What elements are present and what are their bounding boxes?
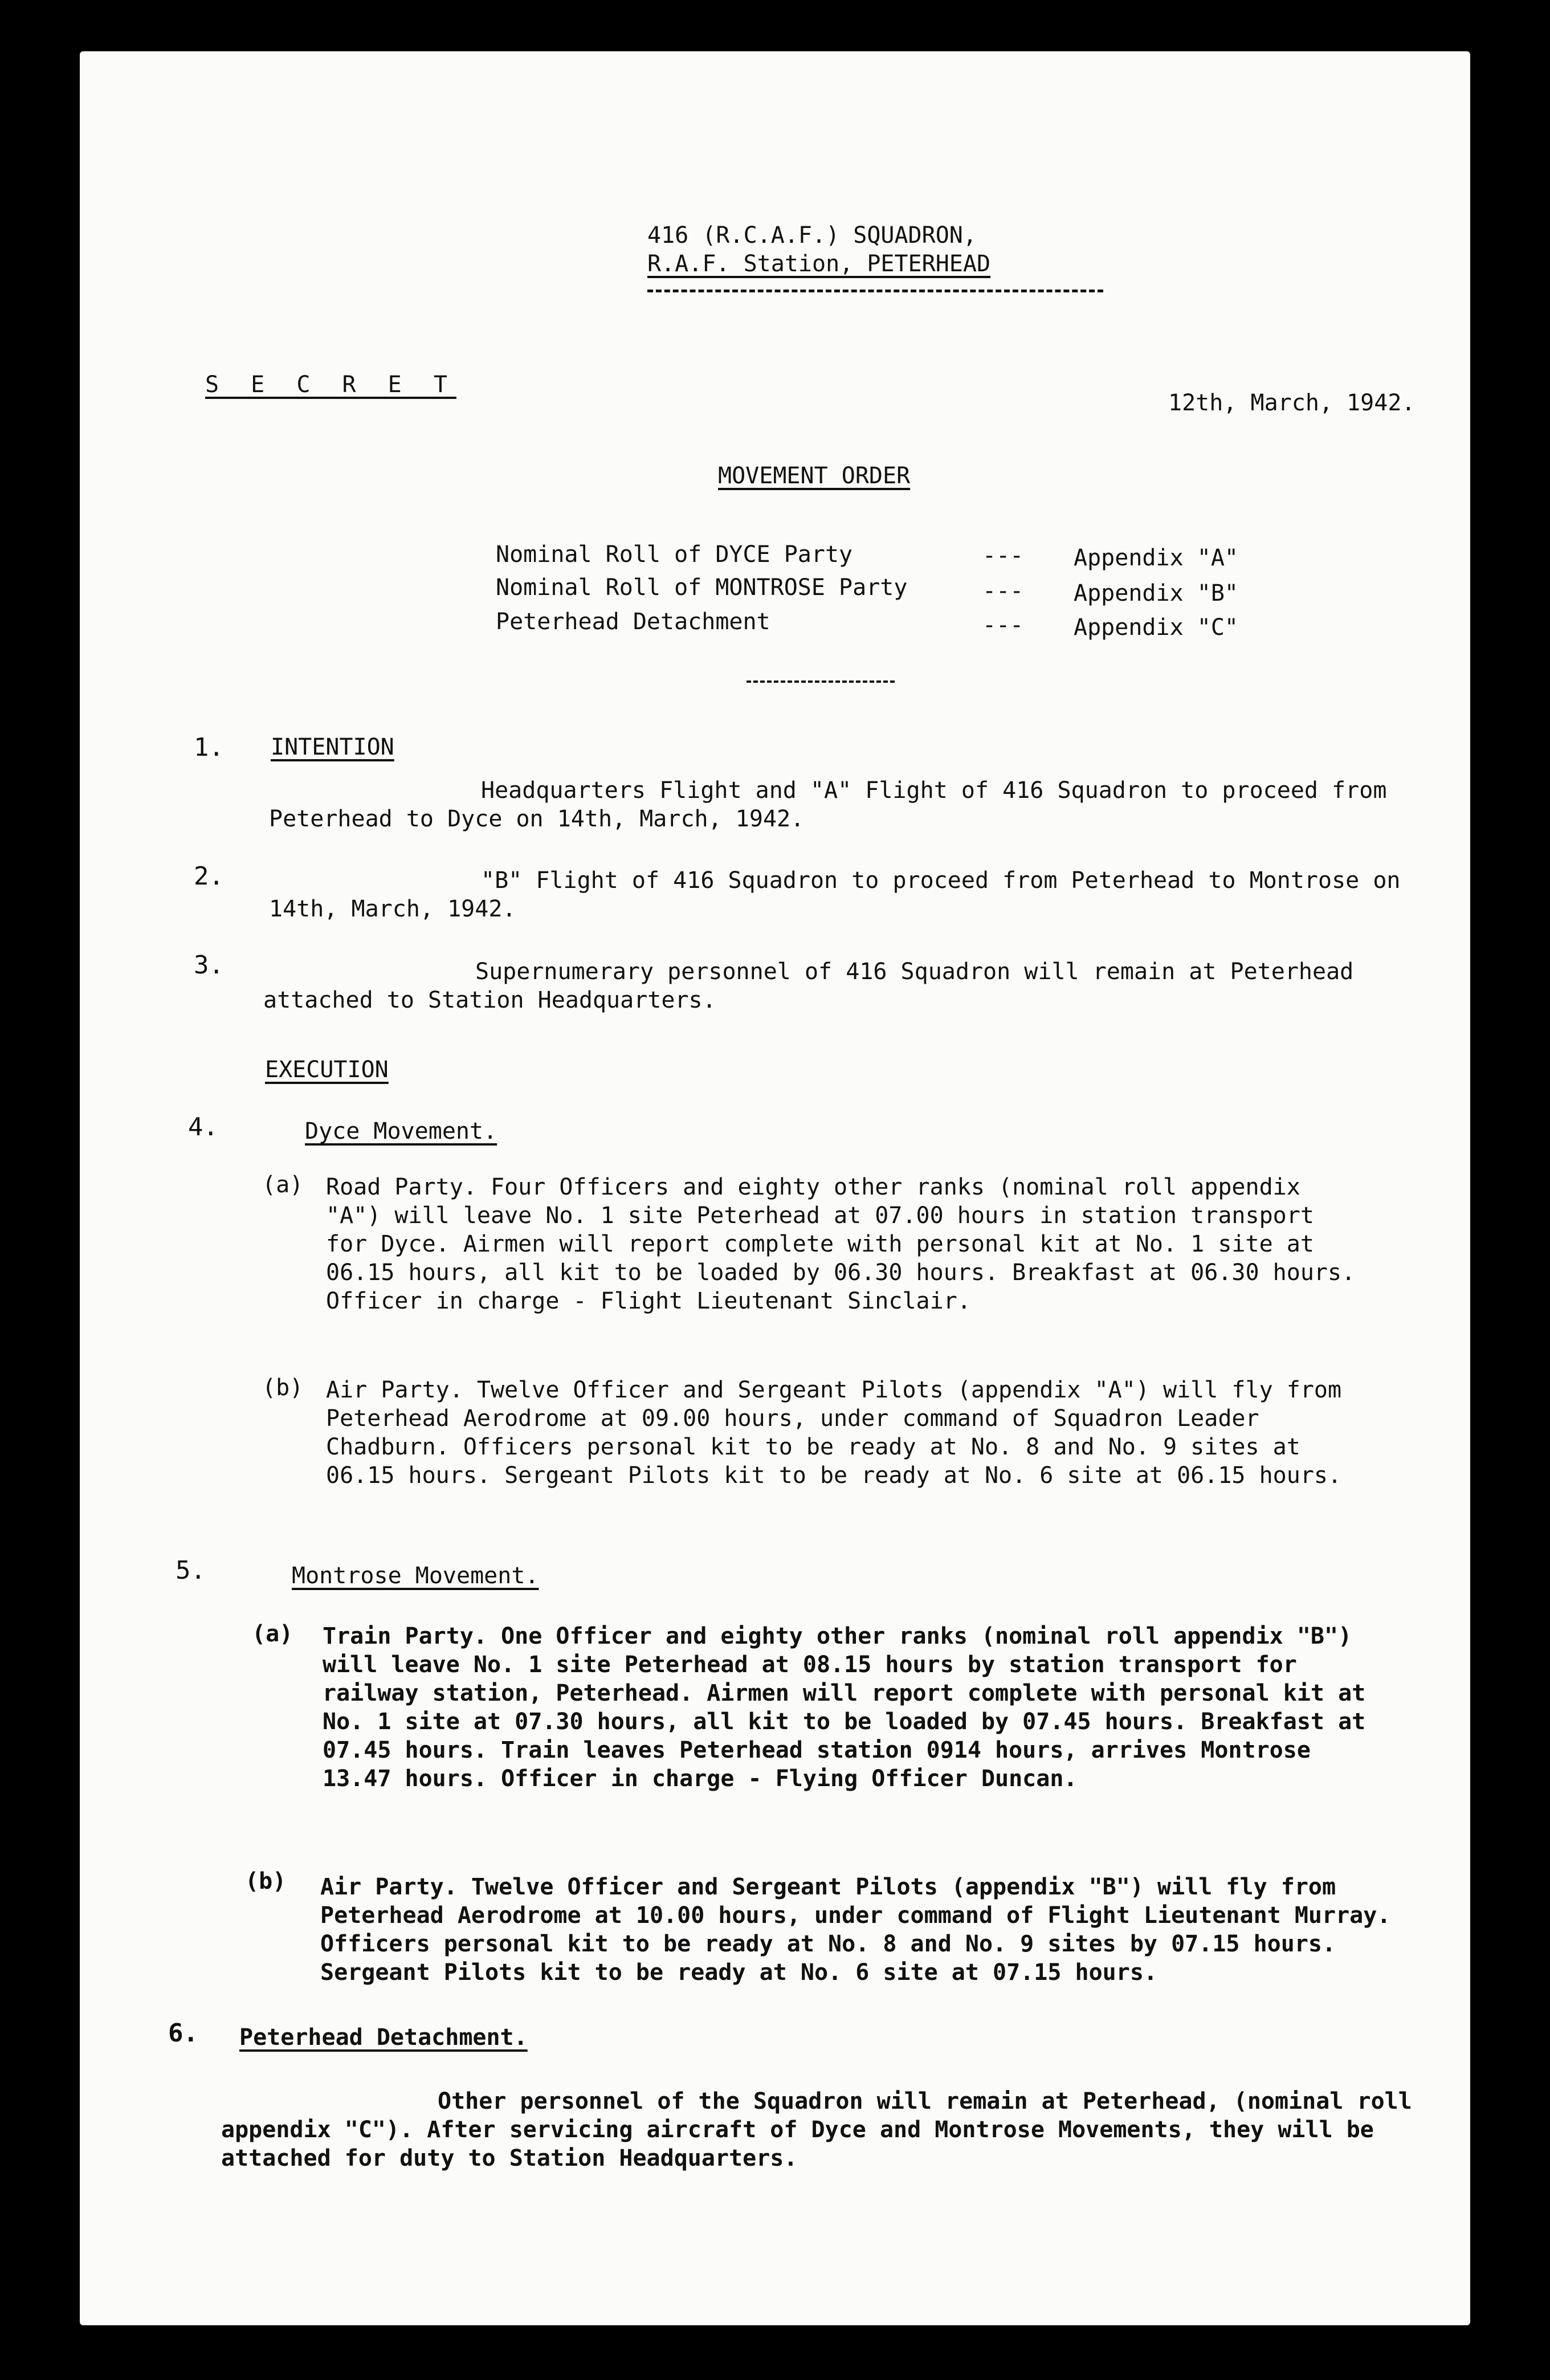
appendix-dash: --- xyxy=(982,612,1024,638)
header-line-1: 416 (R.C.A.F.) SQUADRON, xyxy=(647,222,977,248)
para-5a-label: (a) xyxy=(252,1621,293,1647)
para-1-text: Headquarters Flight and "A" Flight of 416 Squadron to proceed from Peterhead to Dyce on 14th, March, 1942. xyxy=(269,777,1387,832)
appendix-dash: --- xyxy=(982,543,1024,569)
para-4b-label: (b) xyxy=(262,1375,304,1401)
appendix-dash: --- xyxy=(982,578,1024,604)
appendix-ref: Appendix "B" xyxy=(1074,580,1238,606)
para-6-text: Other personnel of the Squadron will remain at Peterhead, (nominal roll appendix "C"). After servicing aircraft of Dyce and Montrose Movements, they will be attached for duty to Station Headquarters. xyxy=(221,2088,1412,2171)
header-line-2: R.A.F. Station, PETERHEAD xyxy=(647,251,991,277)
para-5b-label: (b) xyxy=(245,1868,287,1894)
montrose-movement-heading: Montrose Movement. xyxy=(292,1563,539,1589)
document-page xyxy=(80,51,1470,2325)
dyce-movement-heading: Dyce Movement. xyxy=(305,1118,497,1144)
para-6-number: 6. xyxy=(168,2019,198,2048)
para-4-number: 4. xyxy=(188,1112,218,1142)
para-5b-text: Air Party. Twelve Officer and Sergeant Pilots (appendix "B") will fly from Peterhead Aerodrome at 10.00 hours, under command of Flight Lieutenant Murray. Officers personal kit to be ready at No. 8 and No. 9 sites by 07.15 hours. Sergeant Pilots kit to be ready at No. 6 site at 07.15 hours. xyxy=(320,1874,1391,1986)
document-title: MOVEMENT ORDER xyxy=(718,463,911,489)
header-rule xyxy=(647,290,1103,292)
appendix-label: Nominal Roll of DYCE Party xyxy=(496,541,853,568)
intention-heading: INTENTION xyxy=(271,734,394,760)
document-date: 12th, March, 1942. xyxy=(1168,390,1416,416)
appendix-ref: Appendix "A" xyxy=(1074,545,1238,571)
para-2-number: 2. xyxy=(194,862,224,891)
para-2-text: "B" Flight of 416 Squadron to proceed from Peterhead to Montrose on 14th, March, 1942. xyxy=(269,867,1401,922)
para-5-number: 5. xyxy=(176,1556,206,1585)
para-5a-text: Train Party. One Officer and eighty other ranks (nominal roll appendix "B") will leave No. 1 site Peterhead at 08.15 hours by station transport for railway station, Peterhead. Airmen will report complete with personal kit at No. 1 site at 07.30 hours, all kit to be loaded by 07.45 hours. Breakfast at 07.45 hours. Train leaves Peterhead station 0914 hours, arrives Montrose 13.47 hours. Officer in charge - Flying Officer Duncan. xyxy=(323,1623,1366,1792)
para-1-number: 1. xyxy=(194,733,224,762)
appendix-label: Nominal Roll of MONTROSE Party xyxy=(496,574,908,601)
para-3-text: Supernumerary personnel of 416 Squadron will remain at Peterhead attached to Station Headquarters. xyxy=(263,959,1354,1013)
peterhead-detachment-heading: Peterhead Detachment. xyxy=(239,2024,528,2051)
para-4a-text: Road Party. Four Officers and eighty other ranks (nominal roll appendix "A") will leave No. 1 site Peterhead at 07.00 hours in station transport for Dyce. Airmen will report complete with personal kit at No. 1 site at 06.15 hours, all kit to be loaded by 06.30 hours. Breakfast at 06.30 hours. Officer in charge - Flight Lieutenant Sinclair. xyxy=(326,1174,1356,1314)
execution-heading: EXECUTION xyxy=(265,1057,389,1083)
appendix-rule xyxy=(747,680,895,683)
para-4b-text: Air Party. Twelve Officer and Sergeant Pilots (appendix "A") will fly from Peterhead Aerodrome at 09.00 hours, under command of Squadron Leader Chadburn. Officers personal kit to be ready at No. 8 and No. 9 sites at 06.15 hours. Sergeant Pilots kit to be ready at No. 6 site at 06.15 hours. xyxy=(326,1377,1342,1489)
appendix-ref: Appendix "C" xyxy=(1074,614,1238,641)
para-3-number: 3. xyxy=(194,951,224,980)
appendix-label: Peterhead Detachment xyxy=(496,609,770,635)
para-4a-label: (a) xyxy=(262,1172,304,1198)
classification-mark: S E C R E T xyxy=(205,372,456,398)
